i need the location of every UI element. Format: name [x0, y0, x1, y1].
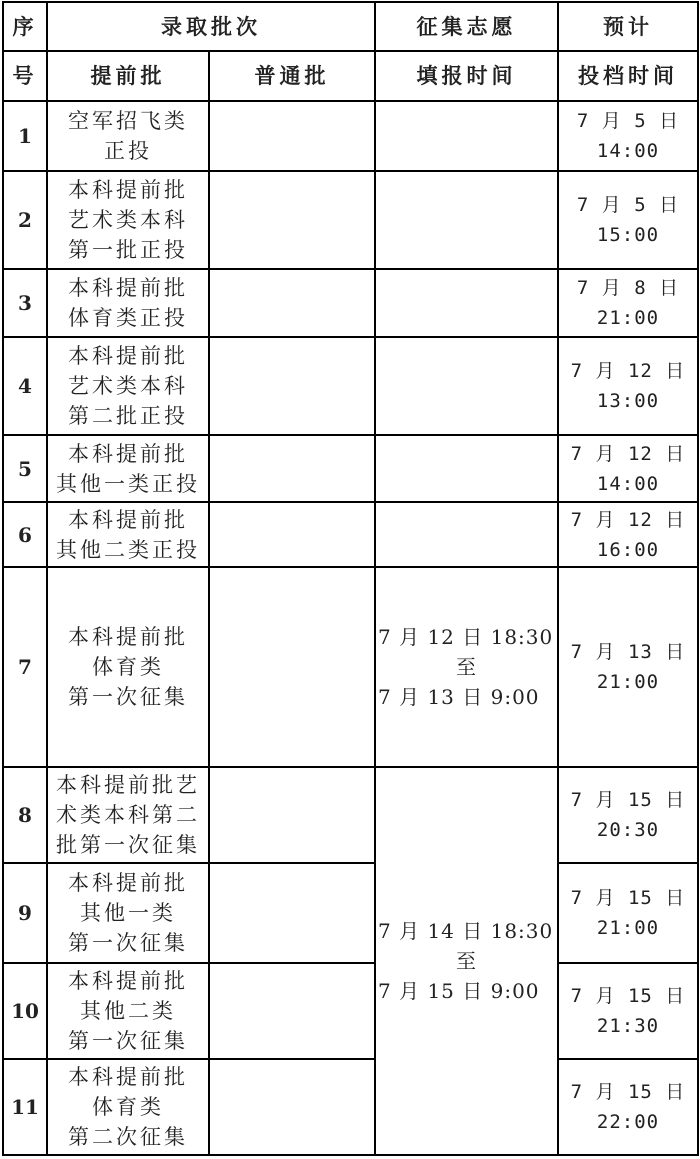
normal-batch-cell — [209, 767, 375, 863]
row-number: 5 — [3, 435, 47, 502]
normal-batch-cell — [209, 269, 375, 337]
table-row — [3, 269, 698, 337]
advance-line: 艺术类本科 — [68, 374, 188, 398]
est-date: 7 月 5 日 — [576, 110, 680, 132]
advance-batch-cell — [47, 337, 209, 435]
header-fill-time-top: 征集志愿 — [375, 2, 558, 51]
header-row-top — [3, 2, 698, 51]
est-clock: 21:00 — [596, 307, 660, 329]
advance-line: 本科提前批 — [68, 178, 188, 202]
header-serial-bottom: 号 — [3, 51, 47, 101]
fill-to: 至 — [456, 949, 477, 973]
row-number: 3 — [3, 269, 47, 337]
normal-batch-cell — [209, 1059, 375, 1155]
advance-line: 第二次征集 — [68, 1125, 188, 1149]
normal-batch-cell — [209, 171, 375, 269]
est-time-cell — [558, 269, 698, 337]
table-row — [3, 1059, 698, 1155]
est-time-cell — [558, 435, 698, 502]
advance-line: 正投 — [104, 139, 152, 163]
advance-batch-cell — [47, 1059, 209, 1155]
normal-batch-cell — [209, 337, 375, 435]
row-number: 1 — [3, 101, 47, 171]
advance-line: 其他二类正投 — [56, 537, 200, 562]
est-date: 7 月 12 日 — [570, 360, 686, 382]
est-time-cell — [558, 337, 698, 435]
advance-line: 第一次征集 — [68, 1029, 188, 1053]
est-clock: 15:00 — [596, 224, 660, 246]
advance-line: 本科提前批 — [68, 625, 188, 649]
advance-line: 其他一类正投 — [56, 471, 200, 496]
table-row — [3, 567, 698, 767]
fill-to: 至 — [456, 655, 477, 679]
est-time-cell — [558, 863, 698, 963]
fill-end: 7 月 15 日 9:00 — [378, 979, 540, 1003]
advance-batch-cell — [47, 863, 209, 963]
advance-line: 第一次征集 — [68, 685, 188, 709]
header-fill-time-bottom: 填报时间 — [375, 51, 558, 101]
advance-line: 其他二类 — [80, 999, 176, 1023]
advance-line: 其他一类 — [80, 901, 176, 925]
fill-time-cell — [375, 337, 558, 435]
est-time-cell — [558, 567, 698, 767]
normal-batch-cell — [209, 963, 375, 1059]
est-clock: 22:00 — [596, 1111, 660, 1133]
advance-batch-cell — [47, 101, 209, 171]
row-number: 2 — [3, 171, 47, 269]
fill-time-cell — [375, 435, 558, 502]
advance-line: 本科提前批 — [68, 276, 188, 300]
est-time-cell — [558, 963, 698, 1059]
header-est-time-bottom: 投档时间 — [558, 51, 698, 101]
est-clock: 20:30 — [596, 819, 660, 841]
advance-line: 本科提前批 — [68, 871, 188, 895]
fill-start: 7 月 14 日 18:30 — [378, 919, 554, 943]
est-clock: 21:00 — [596, 671, 660, 693]
table-row — [3, 171, 698, 269]
est-date: 7 月 12 日 — [570, 442, 686, 465]
normal-batch-cell — [209, 435, 375, 502]
fill-time-cell — [375, 502, 558, 567]
row-number: 11 — [3, 1059, 47, 1155]
advance-batch-cell — [47, 502, 209, 567]
advance-line: 本科提前批艺 — [56, 773, 200, 797]
est-clock: 21:00 — [596, 917, 660, 939]
est-date: 7 月 15 日 — [570, 887, 686, 909]
est-date: 7 月 15 日 — [570, 1081, 686, 1103]
fill-time-cell — [375, 567, 558, 767]
advance-line: 本科提前批 — [68, 441, 188, 466]
est-time-cell — [558, 502, 698, 567]
fill-time-cell — [375, 767, 558, 1155]
fill-time-cell — [375, 171, 558, 269]
row-number: 8 — [3, 767, 47, 863]
advance-line: 批第一次征集 — [56, 833, 200, 857]
est-date: 7 月 13 日 — [570, 641, 686, 663]
advance-line: 本科提前批 — [68, 969, 188, 993]
advance-line: 第一批正投 — [68, 238, 188, 262]
row-number: 4 — [3, 337, 47, 435]
advance-line: 艺术类本科 — [68, 208, 188, 232]
advance-line: 体育类 — [92, 655, 164, 679]
est-clock: 14:00 — [596, 140, 660, 162]
normal-batch-cell — [209, 502, 375, 567]
est-date: 7 月 5 日 — [576, 194, 680, 216]
advance-batch-cell — [47, 963, 209, 1059]
header-est-time-top: 预计 — [558, 2, 698, 51]
header-row-bottom — [3, 51, 698, 101]
advance-line: 术类本科第二 — [56, 803, 200, 827]
row-number: 9 — [3, 863, 47, 963]
admission-schedule-table — [2, 1, 699, 1156]
fill-end: 7 月 13 日 9:00 — [378, 685, 540, 709]
est-clock: 13:00 — [596, 390, 660, 412]
est-date: 7 月 8 日 — [576, 277, 680, 299]
advance-line: 第二批正投 — [68, 404, 188, 428]
row-number: 6 — [3, 502, 47, 567]
header-batch-group: 录取批次 — [47, 2, 375, 51]
fill-time-cell — [375, 101, 558, 171]
est-clock: 14:00 — [596, 472, 660, 495]
est-time-cell — [558, 767, 698, 863]
table-row — [3, 435, 698, 502]
normal-batch-cell — [209, 567, 375, 767]
est-time-cell — [558, 101, 698, 171]
est-time-cell — [558, 171, 698, 269]
table-row — [3, 767, 698, 863]
table-row — [3, 502, 698, 567]
advance-batch-cell — [47, 435, 209, 502]
header-serial-top: 序 — [3, 2, 47, 51]
normal-batch-cell — [209, 863, 375, 963]
est-date: 7 月 15 日 — [570, 789, 686, 811]
advance-batch-cell — [47, 767, 209, 863]
advance-line: 空军招飞类 — [68, 109, 188, 133]
advance-line: 体育类正投 — [68, 306, 188, 330]
table-row — [3, 963, 698, 1059]
est-time-cell — [558, 1059, 698, 1155]
advance-line: 第一次征集 — [68, 931, 188, 955]
fill-time-cell — [375, 269, 558, 337]
advance-line: 体育类 — [92, 1095, 164, 1119]
fill-start: 7 月 12 日 18:30 — [378, 625, 554, 649]
table-row — [3, 337, 698, 435]
est-clock: 16:00 — [596, 538, 660, 561]
est-date: 7 月 15 日 — [570, 985, 686, 1007]
est-clock: 21:30 — [596, 1015, 660, 1037]
table-row — [3, 101, 698, 171]
advance-line: 本科提前批 — [68, 507, 188, 532]
advance-batch-cell — [47, 269, 209, 337]
row-number: 7 — [3, 567, 47, 767]
advance-line: 本科提前批 — [68, 344, 188, 368]
est-date: 7 月 12 日 — [570, 508, 686, 531]
table-row — [3, 863, 698, 963]
advance-batch-cell — [47, 567, 209, 767]
advance-batch-cell — [47, 171, 209, 269]
header-normal-batch: 普通批 — [209, 51, 375, 101]
header-advance-batch: 提前批 — [47, 51, 209, 101]
normal-batch-cell — [209, 101, 375, 171]
advance-line: 本科提前批 — [68, 1065, 188, 1089]
row-number: 10 — [3, 963, 47, 1059]
